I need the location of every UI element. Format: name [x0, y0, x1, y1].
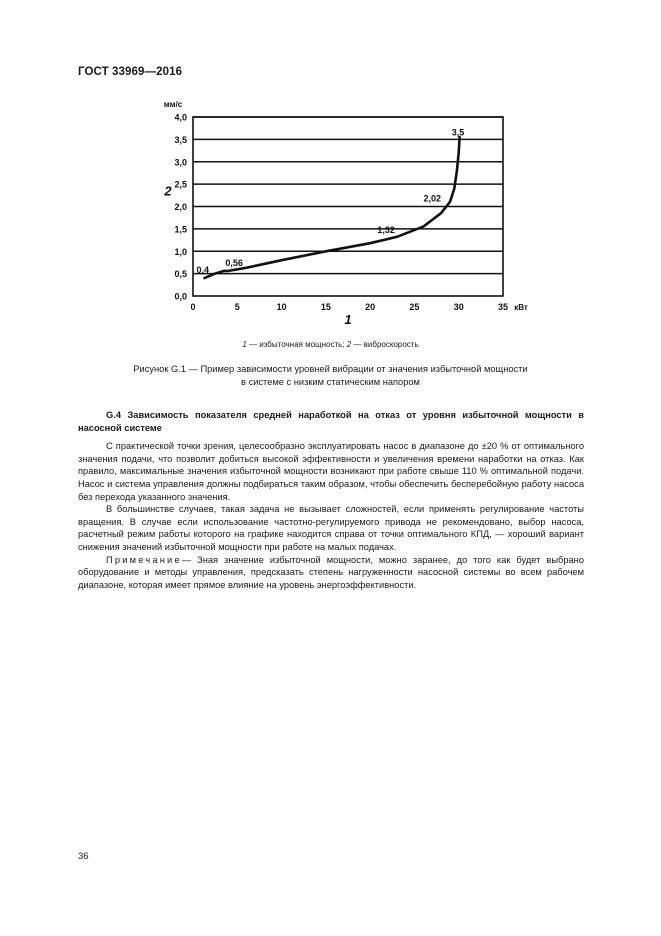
- y-tick-label: 3,0: [174, 157, 187, 168]
- note-label: Примечание: [106, 554, 182, 565]
- legend-text-2: — виброскорость: [351, 340, 419, 349]
- caption-line-2: в системе с низким статическим напором: [241, 376, 420, 387]
- x-tick-label: 20: [365, 302, 376, 312]
- x-unit-label: кВт: [514, 303, 528, 312]
- x-tick-label: 0: [190, 302, 196, 312]
- y-unit-label: мм/с: [163, 100, 183, 109]
- note-text: — Зная значение избыточной мощности, можно заранее, до того как будет выбрано оборудование и методы управления, предсказать степень нагруженности насосной системы во всем рабочем диапазоне, которая имеет прямое влияние на уровень энергоэффективности.: [78, 554, 584, 590]
- legend-text-1: — избыточная мощность;: [246, 340, 347, 349]
- figure-caption: [0, 363, 661, 388]
- y-tick-label: 0,5: [174, 269, 187, 280]
- x-tick-label: 35: [497, 302, 509, 312]
- caption-line-1: Рисунок G.1 — Пример зависимости уровней вибрации от значения избыточной мощности: [133, 364, 528, 374]
- legend-marker-1: 1: [242, 340, 247, 349]
- data-label: 3,5: [451, 127, 465, 138]
- y-tick-label: 3,5: [174, 134, 187, 145]
- y-tick-label: 1,5: [174, 224, 187, 235]
- y-axis-marker: 2: [164, 183, 172, 199]
- paragraph-1: С практической точки зрения, целесообразно эксплуатировать насос в диапазоне до ±20 % от оптимального значения подачи, что позволит добиться высокой эффективности и увеличения времени наработки на отказ. Как правило, максимальные значения избыточной мощности возникают при работе свыше 110 % оптимальной подачи. Насос и система управления должны подбираться таким образом, чтобы обеспечить бесперебойную работу насоса без перехода указанного значения.: [78, 441, 584, 502]
- section-heading: G.4 Зависимость показателя средней наработкой на отказ от уровня избыточной мощности в насосной системе: [78, 410, 584, 433]
- y-tick-label: 4,0: [174, 112, 187, 123]
- figure-legend: [0, 340, 661, 349]
- x-tick-label: 30: [453, 302, 464, 312]
- note: [78, 554, 584, 592]
- x-tick-label: 5: [234, 302, 240, 312]
- section-g4: [78, 409, 584, 591]
- x-axis-marker: 1: [344, 312, 352, 327]
- x-tick-label: 10: [276, 302, 287, 312]
- y-tick-label: 1,0: [174, 246, 187, 257]
- legend-marker-2: 2: [346, 340, 352, 349]
- x-tick-label: 25: [409, 302, 420, 312]
- page-number: 36: [78, 851, 89, 862]
- data-label: 0,4: [196, 265, 210, 276]
- data-label: 0,56: [225, 257, 243, 268]
- series-line: [205, 137, 460, 278]
- paragraph-2: В большинстве случаев, такая задача не вызывает сложностей, если применять регулирование частоты вращения. В случае если использование частотно-регулируемого привода не рекомендовано, выбор насоса, расчетный режим работы которого на графике находится справа от точки оптимального КПД, — хороший вариант снижения значений избыточной мощности при работе на малых подачах.: [78, 504, 584, 552]
- y-tick-label: 2,5: [174, 179, 187, 190]
- x-tick-label: 15: [320, 302, 331, 312]
- data-label: 1,32: [377, 224, 395, 235]
- document-header: ГОСТ 33969—2016: [78, 66, 183, 78]
- vibration-chart: [0, 0, 661, 340]
- y-tick-label: 2,0: [174, 202, 187, 212]
- data-label: 2,02: [423, 193, 441, 204]
- y-tick-label: 0,0: [174, 291, 187, 302]
